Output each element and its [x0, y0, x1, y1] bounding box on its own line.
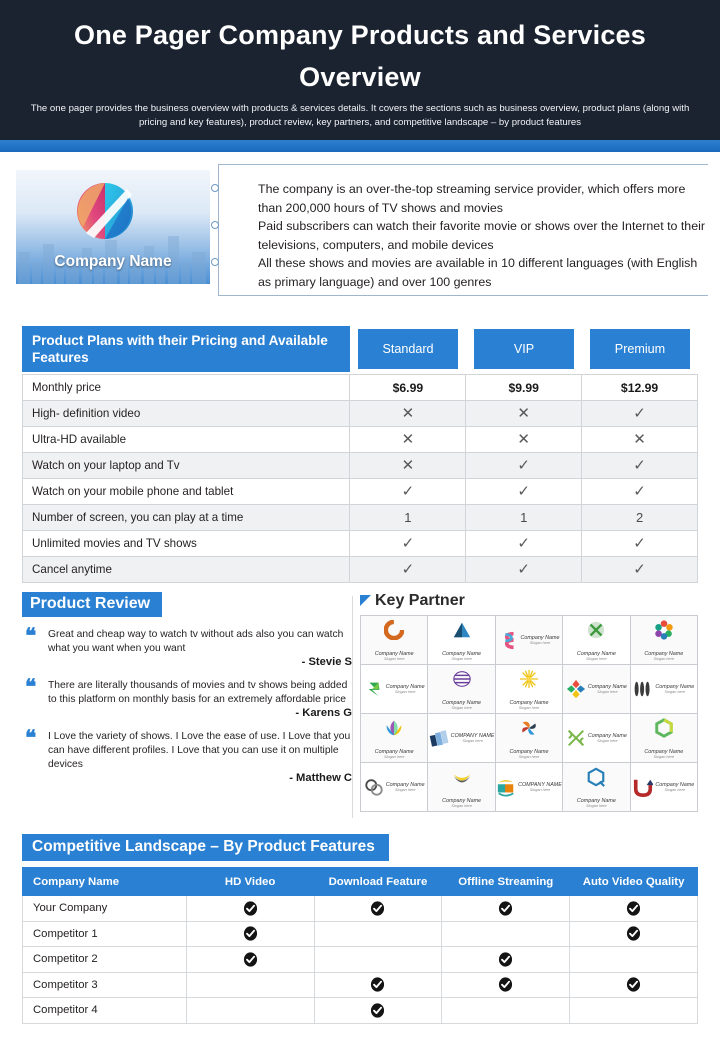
diamond-cluster-icon	[566, 679, 586, 699]
partner-slogan: Slogan here	[664, 690, 686, 695]
plan-feature-value: ✓	[350, 557, 466, 583]
green-hexagon-icon	[654, 718, 674, 738]
plan-feature-value: ✕	[350, 453, 466, 479]
table-row	[23, 531, 698, 557]
key-partner-section	[360, 592, 698, 812]
partner-cell[interactable]	[496, 763, 563, 812]
partner-cell[interactable]	[563, 714, 630, 763]
plan-column-premium[interactable]	[582, 326, 698, 372]
competitor-name: Competitor 1	[23, 921, 187, 947]
product-plans-section	[22, 326, 698, 583]
review-author: - Stevie S	[301, 656, 352, 669]
check-circle-icon	[626, 977, 641, 992]
partner-company-name: Company Name	[509, 699, 549, 706]
feature-cell	[570, 998, 698, 1024]
plan-feature-value: ✓	[582, 479, 698, 505]
check-circle-icon	[498, 977, 513, 992]
overview-bullet-text: Paid subscribers can watch their favorite movie or shows over the Internet to their televisions, computers, and mobile devices	[258, 219, 705, 252]
partner-text	[386, 782, 425, 793]
plan-feature-value: ✓	[582, 453, 698, 479]
partner-text	[510, 700, 549, 711]
plan-feature-value: 1	[466, 505, 582, 531]
document-header	[0, 0, 720, 140]
plan-feature-value: $12.99	[582, 375, 698, 401]
plan-feature-value: ✓	[466, 531, 582, 557]
overview-bullet	[236, 217, 706, 254]
feature-cell	[570, 947, 698, 973]
plan-badge-label: Standard	[358, 329, 458, 369]
plan-feature-value: ✕	[350, 401, 466, 427]
competitive-table	[22, 867, 698, 1024]
partner-cell[interactable]	[361, 616, 428, 665]
check-circle-icon	[243, 952, 258, 967]
table-row	[23, 921, 698, 947]
plan-feature-value: ✓	[582, 401, 698, 427]
green-scissors-icon	[566, 728, 586, 748]
check-circle-icon	[370, 977, 385, 992]
bullet-circle-icon	[211, 184, 219, 192]
table-row	[23, 479, 698, 505]
column-header: Download Feature	[314, 868, 442, 896]
partner-slogan: Slogan here	[518, 706, 540, 710]
partner-cell[interactable]	[361, 763, 428, 812]
feature-cell	[570, 921, 698, 947]
partner-cell[interactable]	[496, 616, 563, 665]
partner-slogan: Slogan here	[664, 788, 686, 793]
plan-badge-label: VIP	[474, 329, 574, 369]
quote-mark-icon: ❝	[25, 675, 37, 700]
partner-cell[interactable]	[428, 763, 495, 812]
bullet-circle-icon	[211, 258, 219, 266]
red-u-arrow-icon	[633, 777, 653, 797]
pinwheel-blades-icon	[519, 718, 539, 738]
pink-swirl-icon	[499, 630, 519, 650]
feature-cell	[314, 972, 442, 998]
check-circle-icon	[626, 901, 641, 916]
key-partner-title: Key Partner	[375, 592, 465, 609]
partner-company-name: Company Name	[442, 797, 482, 804]
feature-cell	[186, 998, 314, 1024]
table-row	[23, 557, 698, 583]
blue-blocks-icon	[429, 728, 449, 748]
plan-column-vip[interactable]	[466, 326, 582, 372]
quote-mark-icon: ❝	[25, 624, 37, 648]
plan-feature-value: ✓	[350, 479, 466, 505]
competitor-name: Competitor 3	[23, 972, 187, 998]
company-logo-icon	[74, 180, 136, 242]
partner-cell[interactable]	[631, 616, 698, 665]
feature-cell	[570, 972, 698, 998]
feature-cell	[442, 972, 570, 998]
partner-slogan: Slogan here	[451, 657, 472, 661]
review-item	[22, 675, 352, 720]
overview-bullet	[236, 180, 706, 217]
overview-bullet	[236, 254, 706, 291]
competitor-name: Competitor 2	[23, 947, 187, 973]
partner-text	[644, 651, 683, 662]
overview-bullet-text: All these shows and movies are available in 10 different languages (with English as primary language) and over 100 genres	[258, 256, 698, 289]
partner-slogan: Slogan here	[597, 690, 618, 695]
plan-feature-value: ✕	[466, 427, 582, 453]
partner-cell[interactable]	[361, 665, 428, 714]
column-header: Company Name	[23, 868, 187, 896]
overview-bullet-list	[236, 180, 706, 291]
partner-cell[interactable]	[563, 665, 630, 714]
partner-text	[577, 651, 616, 662]
partner-company-name: Company Name	[576, 797, 616, 804]
plan-feature-value: ✓	[582, 557, 698, 583]
yellow-starburst-icon	[519, 669, 539, 689]
blue-triangle-icon	[452, 620, 472, 640]
review-text: There are literally thousands of movies and tv shows being added to this platform on monthly basis for an extremely affordable price	[48, 680, 348, 705]
review-author: - Karens G	[295, 707, 352, 720]
partner-company-name: Company Name	[509, 748, 549, 755]
company-name-label: Company Name	[54, 253, 172, 270]
orange-crescent-icon	[384, 620, 404, 640]
plan-feature-value: 2	[582, 505, 698, 531]
plan-feature-value: ✓	[582, 531, 698, 557]
partner-company-name: Company Name	[655, 683, 695, 690]
review-text: I Love the variety of shows. I Love the ease of use. I Love that you can have different profiles. I Love that you can use it on multiple devices	[48, 731, 351, 770]
feature-cell	[442, 921, 570, 947]
feature-cell	[186, 921, 314, 947]
partner-cell[interactable]	[631, 665, 698, 714]
partner-text	[510, 749, 549, 760]
feature-cell	[186, 896, 314, 922]
check-circle-icon	[626, 926, 641, 941]
column-header: Auto Video Quality	[570, 868, 698, 896]
feature-cell	[314, 921, 442, 947]
partner-company-name: COMPANY NAME	[450, 732, 495, 739]
partner-company-name: Company Name	[385, 683, 425, 690]
page-title: One Pager Company Products and Services Overview	[74, 20, 646, 92]
plan-column-standard[interactable]	[350, 326, 466, 372]
feature-cell	[314, 998, 442, 1024]
plan-feature-label: Cancel anytime	[23, 557, 350, 583]
partner-slogan: Slogan here	[518, 755, 540, 759]
partner-company-name: Company Name	[587, 732, 627, 739]
partner-company-name: Company Name	[655, 781, 695, 788]
competitor-name: Competitor 4	[23, 998, 187, 1024]
product-review-title: Product Review	[22, 592, 162, 617]
partner-text	[644, 749, 683, 760]
plan-feature-label: Watch on your mobile phone and tablet	[23, 479, 350, 505]
partner-text	[442, 651, 481, 662]
partner-company-name: Company Name	[587, 683, 627, 690]
feature-cell	[186, 972, 314, 998]
check-circle-icon	[498, 901, 513, 916]
partner-cell[interactable]	[631, 763, 698, 812]
partner-slogan: Slogan here	[586, 804, 607, 808]
check-circle-icon	[243, 926, 258, 941]
table-row	[23, 401, 698, 427]
partner-cell[interactable]	[428, 616, 495, 665]
key-partner-header	[360, 592, 698, 610]
plan-feature-label: Watch on your laptop and Tv	[23, 453, 350, 479]
blue-hex-outline-icon	[586, 767, 606, 787]
check-circle-icon	[243, 901, 258, 916]
plan-feature-value: ✕	[582, 427, 698, 453]
column-header: Offline Streaming	[442, 868, 570, 896]
partner-text	[375, 651, 414, 662]
partner-text	[577, 798, 616, 809]
partner-cell[interactable]	[428, 665, 495, 714]
partner-cell[interactable]	[496, 714, 563, 763]
partner-cell[interactable]	[428, 714, 495, 763]
plans-header-row	[22, 326, 698, 372]
partner-slogan: Slogan here	[462, 739, 483, 744]
partner-slogan: Slogan here	[451, 706, 472, 710]
review-item	[22, 624, 352, 669]
feature-cell	[314, 896, 442, 922]
plan-feature-value: ✓	[350, 531, 466, 557]
page-subtitle: The one pager provides the business overview with products & services details. It covers the sections such as business overview, product plans (along with pricing and key features), product review, key partners, and competitive landscape – by product features	[30, 103, 690, 128]
partner-text	[518, 782, 562, 793]
table-row	[23, 427, 698, 453]
check-circle-icon	[498, 952, 513, 967]
partner-text	[451, 733, 495, 744]
partner-slogan: Slogan here	[394, 788, 416, 793]
partner-cell[interactable]	[563, 616, 630, 665]
partner-company-name: Company Name	[644, 650, 684, 657]
partner-slogan: Slogan here	[653, 755, 675, 759]
green-s-icon	[364, 679, 384, 699]
feature-cell	[570, 896, 698, 922]
header-accent-bar	[0, 140, 720, 152]
plan-badge-label: Premium	[590, 329, 690, 369]
partner-text	[442, 700, 481, 711]
partner-company-name: Company Name	[442, 699, 482, 706]
partner-text	[655, 782, 694, 793]
competitive-table-header-row	[23, 868, 698, 896]
bullet-circle-icon	[211, 221, 219, 229]
plan-feature-value: $6.99	[350, 375, 466, 401]
plan-feature-value: 1	[350, 505, 466, 531]
partner-text	[386, 684, 425, 695]
feature-cell	[314, 947, 442, 973]
dark-bars-icon	[633, 679, 653, 699]
partner-slogan: Slogan here	[383, 657, 405, 661]
green-orb-x-icon	[586, 620, 606, 640]
rainbow-fan-icon	[384, 718, 404, 738]
partner-company-name: Company Name	[385, 781, 425, 788]
plan-feature-value: ✕	[466, 401, 582, 427]
table-row	[23, 453, 698, 479]
plan-feature-label: Monthly price	[23, 375, 350, 401]
competitive-landscape-title: Competitive Landscape – By Product Features	[22, 834, 389, 861]
partner-text	[442, 798, 481, 809]
partner-cell[interactable]	[631, 714, 698, 763]
teal-orange-ribbon-icon	[496, 777, 516, 797]
feature-cell	[442, 896, 570, 922]
rainbow-pinwheel-icon	[654, 620, 674, 640]
review-item	[22, 726, 352, 785]
plan-feature-label: Ultra-HD available	[23, 427, 350, 453]
partner-text	[655, 684, 694, 695]
plan-feature-label: Number of screen, you can play at a time	[23, 505, 350, 531]
partner-company-name: Company Name	[576, 650, 616, 657]
table-row	[23, 947, 698, 973]
partner-company-name: COMPANY NAME	[518, 781, 562, 788]
feature-cell	[186, 947, 314, 973]
partner-slogan: Slogan here	[597, 739, 618, 744]
quote-mark-icon: ❝	[25, 726, 37, 751]
purple-globe-icon	[452, 669, 472, 689]
plan-feature-value: $9.99	[466, 375, 582, 401]
partner-slogan: Slogan here	[451, 804, 472, 808]
table-row	[23, 896, 698, 922]
table-row	[23, 972, 698, 998]
plans-section-title: Product Plans with their Pricing and Available Features	[22, 326, 350, 372]
partner-company-name: Company Name	[520, 634, 560, 641]
partner-slogan: Slogan here	[529, 641, 551, 646]
business-overview-section	[0, 164, 720, 298]
competitor-name: Your Company	[23, 896, 187, 922]
plan-feature-label: High- definition video	[23, 401, 350, 427]
partner-slogan: Slogan here	[394, 690, 416, 695]
table-row	[23, 505, 698, 531]
overview-bullet-text: The company is an over-the-top streaming service provider, which offers more than 200,000 hours of TV shows and movies	[258, 182, 686, 215]
column-header: HD Video	[186, 868, 314, 896]
partner-text	[521, 635, 560, 646]
yellow-banana-icon	[452, 767, 472, 787]
table-row	[23, 998, 698, 1024]
partner-company-name: Company Name	[374, 748, 414, 755]
check-circle-icon	[370, 1003, 385, 1018]
gray-rings-icon	[364, 777, 384, 797]
plan-feature-value: ✕	[350, 427, 466, 453]
partner-company-name: Company Name	[374, 650, 414, 657]
review-author: - Matthew C	[289, 772, 352, 785]
product-review-section	[22, 592, 352, 784]
competitive-landscape-section	[22, 834, 698, 1024]
partner-text	[588, 684, 627, 695]
table-row	[23, 375, 698, 401]
partner-cell[interactable]	[563, 763, 630, 812]
partner-company-name: Company Name	[442, 650, 482, 657]
check-circle-icon	[370, 901, 385, 916]
feature-cell	[442, 947, 570, 973]
feature-cell	[442, 998, 570, 1024]
flag-triangle-icon	[360, 595, 372, 608]
company-logo-card	[16, 170, 210, 284]
partner-text	[588, 733, 627, 744]
partner-cell[interactable]	[361, 714, 428, 763]
partner-company-name: Company Name	[644, 748, 684, 755]
plan-feature-value: ✓	[466, 453, 582, 479]
partner-text	[375, 749, 414, 760]
plan-feature-value: ✓	[466, 557, 582, 583]
review-text: Great and cheap way to watch tv without ads also you can watch what you want when you want	[48, 629, 344, 654]
partner-slogan: Slogan here	[653, 657, 675, 661]
plan-feature-label: Unlimited movies and TV shows	[23, 531, 350, 557]
partner-logo-grid	[360, 615, 698, 812]
plan-feature-value: ✓	[466, 479, 582, 505]
partner-cell[interactable]	[496, 665, 563, 714]
partner-slogan: Slogan here	[383, 755, 405, 759]
plans-table	[22, 374, 698, 583]
section-divider	[352, 596, 353, 818]
partner-slogan: Slogan here	[529, 788, 551, 793]
partner-slogan: Slogan here	[586, 657, 607, 661]
